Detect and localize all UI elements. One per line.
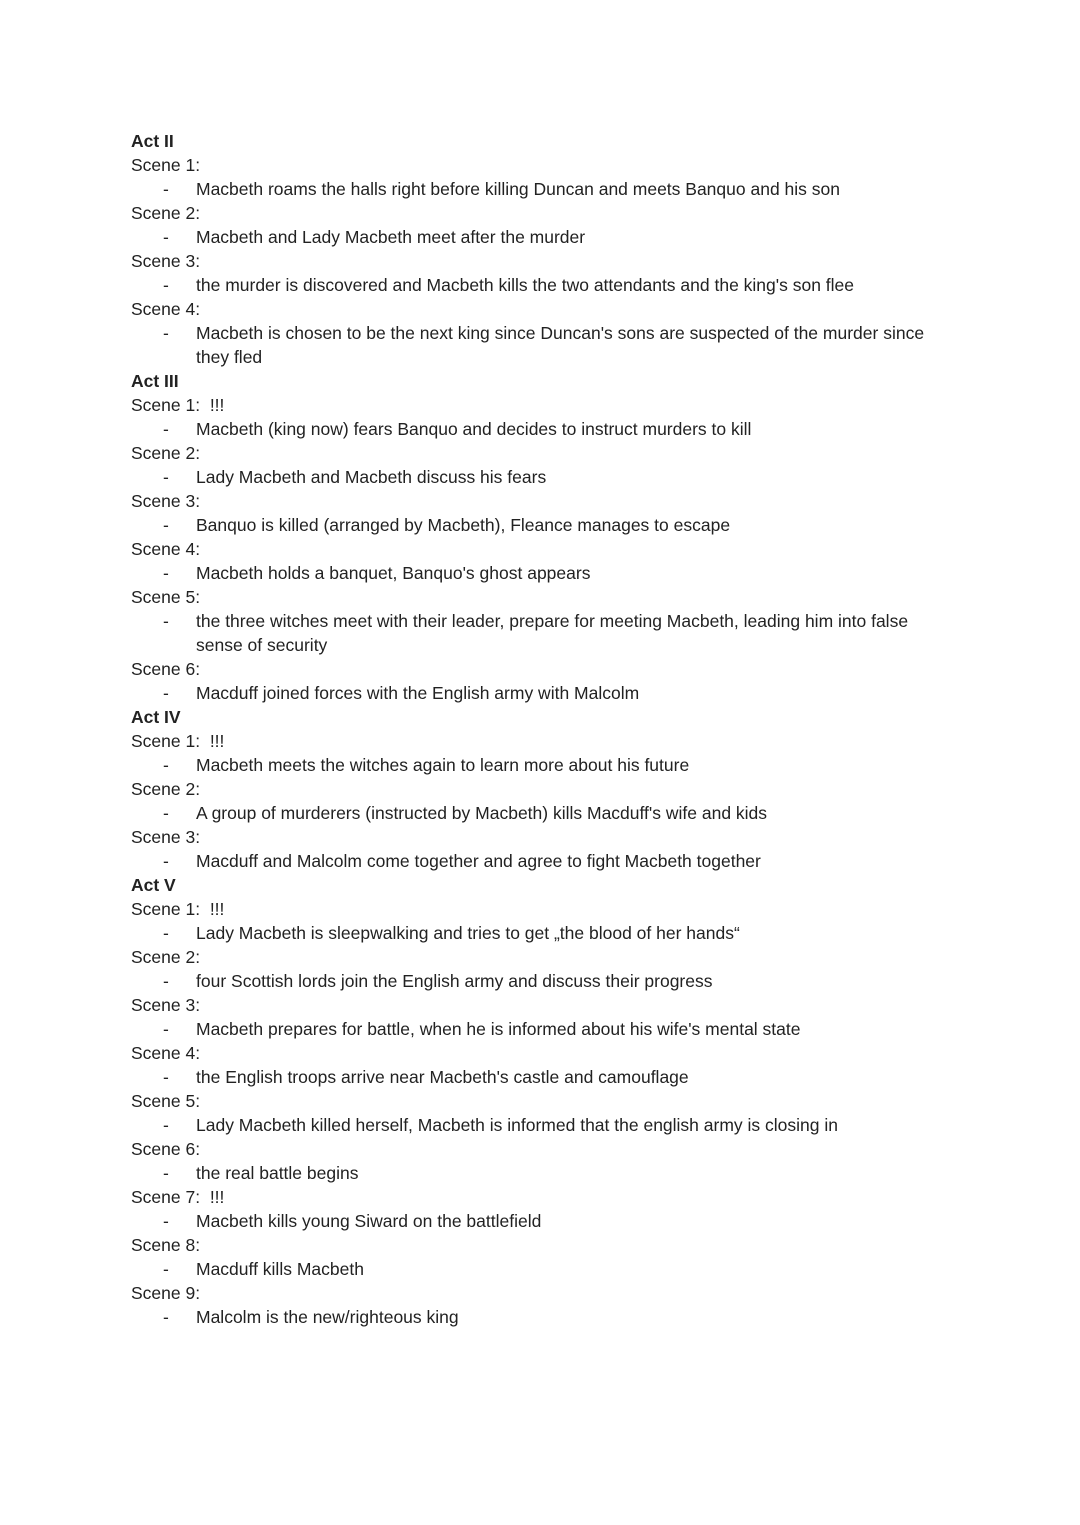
bullet-dash-icon: - [163,1307,169,1327]
list-item [131,1065,1031,1089]
scene-heading [131,393,1031,417]
scene-summary: the three witches meet with their leader, prepare for meeting Macbeth, leading him into false sense of security [196,611,909,655]
act-section [131,369,1031,705]
scene-label: Scene 6: [131,659,201,679]
bullet-dash-icon: - [163,467,169,487]
scene-summary: Macbeth and Lady Macbeth meet after the murder [196,227,586,247]
scene-label: Scene 9: [131,1283,201,1303]
list-item [131,921,1031,945]
bullet-dash-icon: - [163,419,169,439]
scene-heading [131,1089,1031,1113]
scene-summary: Malcolm is the new/righteous king [196,1307,459,1327]
document-body [131,129,1031,1329]
list-item [131,1017,1031,1041]
scene-summary: Macduff joined forces with the English army with Malcolm [196,683,640,703]
list-item [131,417,1031,441]
act-heading: Act IV [131,707,181,727]
list-item [131,1257,1031,1281]
list-item [131,321,1031,369]
bullet-dash-icon: - [163,755,169,775]
scene-heading [131,1137,1031,1161]
scene-label: Scene 3: [131,827,201,847]
list-item [131,1209,1031,1233]
scene-summary: Lady Macbeth and Macbeth discuss his fears [196,467,547,487]
scene-label: Scene 1: [131,155,201,175]
act-heading: Act II [131,131,174,151]
scene-heading [131,153,1031,177]
bullet-dash-icon: - [163,851,169,871]
bullet-dash-icon: - [163,1067,169,1087]
scene-summary: the English troops arrive near Macbeth's castle and camouflage [196,1067,689,1087]
act-section [131,129,1031,369]
scene-label: Scene 7: [131,1187,201,1207]
act-section [131,873,1031,1329]
scene-heading [131,897,1031,921]
scene-heading [131,1185,1031,1209]
scene-label: Scene 2: [131,443,201,463]
scene-label: Scene 3: [131,251,201,271]
scene-heading [131,657,1031,681]
scene-summary: Lady Macbeth is sleepwalking and tries to get „the blood of her hands“ [196,923,740,943]
scene-heading [131,489,1031,513]
scene-heading [131,1233,1031,1257]
scene-heading [131,537,1031,561]
bullet-dash-icon: - [163,1115,169,1135]
list-item [131,801,1031,825]
bullet-dash-icon: - [163,1259,169,1279]
importance-mark: !!! [209,731,225,751]
scene-summary: the real battle begins [196,1163,359,1183]
list-item [131,849,1031,873]
importance-mark: !!! [209,395,225,415]
scene-summary: the murder is discovered and Macbeth kills the two attendants and the king's son flee [196,275,855,295]
scene-summary: Banquo is killed (arranged by Macbeth), Fleance manages to escape [196,515,731,535]
bullet-dash-icon: - [163,1211,169,1231]
list-item [131,225,1031,249]
scene-summary: Macduff kills Macbeth [196,1259,364,1279]
scene-heading [131,777,1031,801]
scene-summary: Macbeth (king now) fears Banquo and decides to instruct murders to kill [196,419,752,439]
bullet-dash-icon: - [163,1019,169,1039]
bullet-dash-icon: - [163,179,169,199]
scene-heading [131,1041,1031,1065]
list-item [131,177,1031,201]
scene-label: Scene 3: [131,995,201,1015]
scene-summary: Macbeth prepares for battle, when he is informed about his wife's mental state [196,1019,801,1039]
list-item [131,561,1031,585]
scene-summary: Macduff and Malcolm come together and agree to fight Macbeth together [196,851,761,871]
scene-summary: Macbeth kills young Siward on the battlefield [196,1211,542,1231]
scene-heading [131,945,1031,969]
scene-label: Scene 5: [131,587,201,607]
list-item [131,969,1031,993]
list-item [131,273,1031,297]
list-item [131,1161,1031,1185]
scene-label: Scene 5: [131,1091,201,1111]
scene-summary: Macbeth holds a banquet, Banquo's ghost appears [196,563,591,583]
scene-heading [131,825,1031,849]
scene-summary: A group of murderers (instructed by Macbeth) kills Macduff's wife and kids [196,803,768,823]
list-item [131,513,1031,537]
scene-label: Scene 3: [131,491,201,511]
list-item [131,609,1031,657]
scene-heading [131,297,1031,321]
scene-label: Scene 1: [131,731,201,751]
scene-label: Scene 6: [131,1139,201,1159]
scene-heading [131,993,1031,1017]
scene-label: Scene 4: [131,1043,201,1063]
bullet-dash-icon: - [163,611,169,631]
act-heading: Act III [131,371,179,391]
list-item [131,681,1031,705]
bullet-dash-icon: - [163,803,169,823]
bullet-dash-icon: - [163,971,169,991]
bullet-dash-icon: - [163,275,169,295]
list-item [131,1113,1031,1137]
scene-label: Scene 1: [131,395,201,415]
list-item [131,1305,1031,1329]
scene-heading [131,585,1031,609]
scene-label: Scene 2: [131,947,201,967]
scene-summary: four Scottish lords join the English army and discuss their progress [196,971,713,991]
scene-heading [131,441,1031,465]
scene-label: Scene 4: [131,539,201,559]
scene-label: Scene 8: [131,1235,201,1255]
scene-summary: Macbeth is chosen to be the next king since Duncan's sons are suspected of the murder since they fled [196,323,925,367]
importance-mark: !!! [209,1187,225,1207]
list-item [131,753,1031,777]
list-item [131,465,1031,489]
bullet-dash-icon: - [163,323,169,343]
bullet-dash-icon: - [163,563,169,583]
bullet-dash-icon: - [163,1163,169,1183]
scene-heading [131,729,1031,753]
scene-label: Scene 4: [131,299,201,319]
bullet-dash-icon: - [163,683,169,703]
bullet-dash-icon: - [163,515,169,535]
scene-label: Scene 1: [131,899,201,919]
scene-summary: Lady Macbeth killed herself, Macbeth is informed that the english army is closing in [196,1115,838,1135]
scene-summary: Macbeth meets the witches again to learn more about his future [196,755,690,775]
bullet-dash-icon: - [163,227,169,247]
scene-summary: Macbeth roams the halls right before killing Duncan and meets Banquo and his son [196,179,840,199]
act-section [131,705,1031,873]
bullet-dash-icon: - [163,923,169,943]
scene-label: Scene 2: [131,779,201,799]
act-heading: Act V [131,875,176,895]
scene-heading [131,201,1031,225]
scene-label: Scene 2: [131,203,201,223]
scene-heading [131,1281,1031,1305]
scene-heading [131,249,1031,273]
importance-mark: !!! [209,899,225,919]
